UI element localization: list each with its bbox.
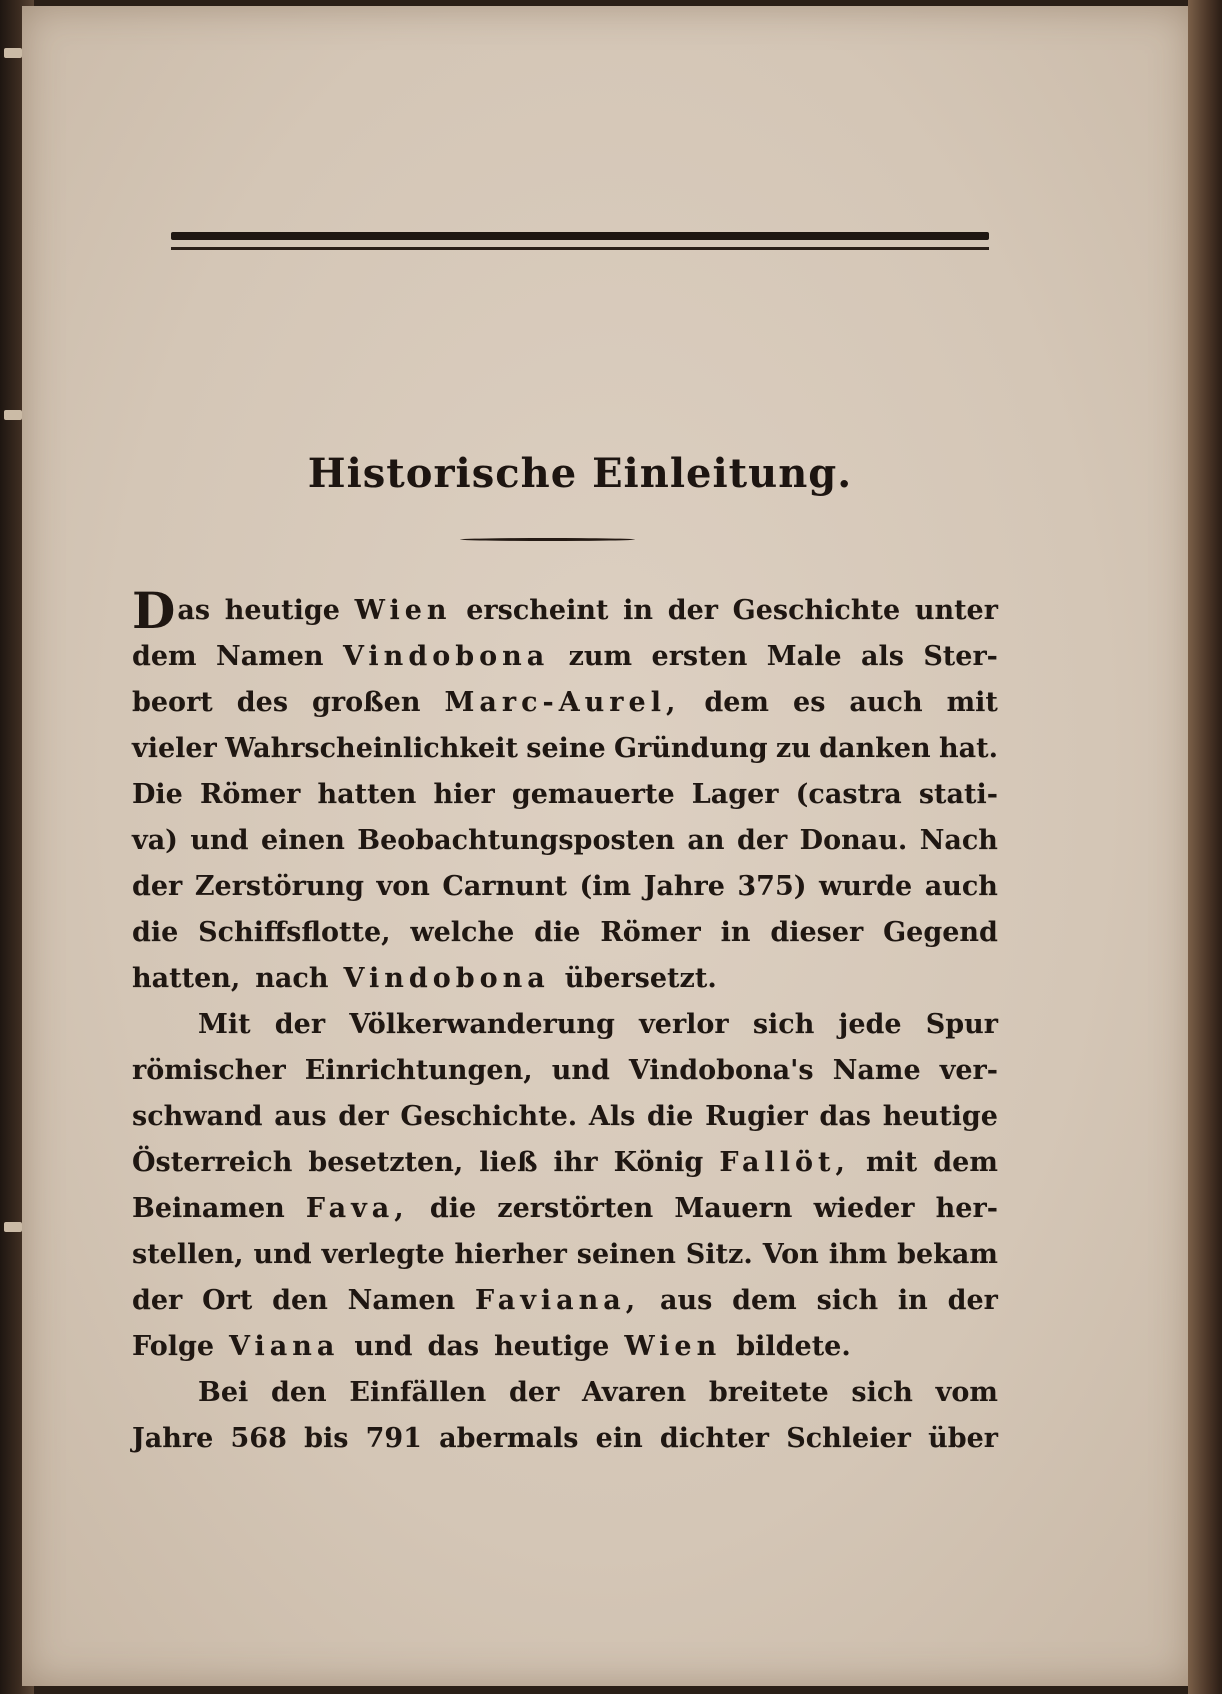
word: jede (838, 1009, 902, 1040)
text-line (132, 910, 998, 956)
text-line (132, 1370, 998, 1416)
word: Lager (691, 779, 779, 810)
word: stati- (918, 779, 998, 810)
word: abermals (439, 1423, 579, 1454)
text-line (132, 772, 998, 818)
word: heutige (494, 1331, 610, 1362)
word: großen (312, 687, 421, 718)
text-line (132, 634, 998, 680)
word: der (132, 871, 183, 902)
word: besetzten, (308, 1147, 464, 1178)
word: der (274, 1009, 326, 1040)
text-line (132, 1048, 998, 1094)
word: der (509, 1377, 560, 1408)
text-line (132, 680, 998, 726)
word: Gegend (883, 917, 998, 948)
word: sich (752, 1009, 815, 1040)
word: Folge (132, 1331, 215, 1362)
word: Avaren (582, 1377, 687, 1408)
word: von (376, 871, 430, 902)
word: hierher (454, 1239, 567, 1270)
word: Römer (199, 779, 301, 810)
word: va) (132, 825, 178, 856)
word: zum (568, 641, 633, 672)
word: bildete. (736, 1331, 851, 1362)
word: Faviana, (475, 1285, 641, 1316)
word: Marc-Aurel, (444, 687, 681, 718)
word: Jahre (643, 871, 725, 902)
word: und (253, 1239, 312, 1270)
word: den (270, 1377, 327, 1408)
word: hat. (938, 733, 998, 764)
word: heutige (882, 1101, 998, 1132)
word: dem (732, 1285, 797, 1316)
word: Ster- (923, 641, 998, 672)
word: seinen (576, 1239, 676, 1270)
word: bekam (897, 1239, 998, 1270)
word: der (132, 1285, 183, 1316)
word: Mauern (674, 1193, 793, 1224)
text-line (132, 1324, 998, 1370)
word: dem (132, 641, 197, 672)
word: Vindobona's (628, 1055, 814, 1086)
text-line (132, 1278, 998, 1324)
word: als (860, 641, 904, 672)
word: Jahre (132, 1423, 214, 1454)
body-text (132, 581, 998, 1462)
word: Als (588, 1101, 636, 1132)
word: der (338, 1101, 389, 1132)
word: schwand (132, 1101, 263, 1132)
word: (castra (795, 779, 902, 810)
word: Zerstörung (194, 871, 364, 902)
word: Spur (925, 1009, 998, 1040)
word: Donau. (799, 825, 908, 856)
text-line (132, 1140, 998, 1186)
word: Wien (354, 595, 452, 626)
word: Gründung (614, 733, 768, 764)
word: hatten, (132, 963, 241, 994)
word: seine (526, 733, 606, 764)
word: welche (410, 917, 515, 948)
word: unter (914, 595, 998, 626)
text-line (132, 818, 998, 864)
word: die (647, 1101, 694, 1132)
word: und (190, 825, 249, 856)
binding-thread (4, 48, 22, 58)
word: 791 (365, 1423, 422, 1454)
text-line (132, 1232, 998, 1278)
word: einen (260, 825, 345, 856)
word: ersten (651, 641, 748, 672)
word: (im (579, 871, 632, 902)
word: Geschichte. (400, 1101, 578, 1132)
word: wurde (819, 871, 913, 902)
word: Von (762, 1239, 819, 1270)
word: ließ (479, 1147, 538, 1178)
word: den (272, 1285, 328, 1316)
word: Mit (198, 1009, 251, 1040)
word: sich (816, 1285, 879, 1316)
word: an (687, 825, 725, 856)
word: mit (946, 687, 998, 718)
word: dem (704, 687, 770, 718)
word: die (132, 917, 179, 948)
word: in (897, 1285, 928, 1316)
word: wieder (813, 1193, 915, 1224)
word: Male (766, 641, 842, 672)
word: heutige (224, 595, 340, 626)
word: die (534, 917, 581, 948)
word: verlegte (321, 1239, 445, 1270)
word: Fallöt, (719, 1147, 850, 1178)
word: Rugier (705, 1101, 808, 1132)
word: der (947, 1285, 998, 1316)
word: aus (659, 1285, 713, 1316)
word: sich (851, 1377, 913, 1408)
word: Einrichtungen, (304, 1055, 533, 1086)
word: her- (935, 1193, 998, 1224)
word: beort (132, 687, 213, 718)
word: Wien (624, 1331, 722, 1362)
word: hier (433, 779, 495, 810)
word: Die (132, 779, 183, 810)
word: Ort (202, 1285, 253, 1316)
word: nach (255, 963, 329, 994)
word: des (236, 687, 289, 718)
text-line (132, 726, 998, 772)
word: Bei (198, 1377, 249, 1408)
word: die (429, 1193, 477, 1224)
text-line (132, 956, 998, 1002)
word: gemauerte (511, 779, 675, 810)
word: danken (819, 733, 931, 764)
word: Völkerwanderung (349, 1009, 615, 1040)
binding-thread (4, 410, 22, 420)
word: Viana (229, 1331, 340, 1362)
word: das (819, 1101, 871, 1132)
word: der (667, 595, 718, 626)
word: Namen (347, 1285, 456, 1316)
word: ihm (828, 1239, 888, 1270)
word: Schleier (786, 1423, 911, 1454)
drop-cap: D (132, 581, 176, 640)
word: über (928, 1423, 998, 1454)
word: 568 (230, 1423, 287, 1454)
word: ein (595, 1423, 643, 1454)
word: mit (865, 1147, 918, 1178)
word: bis (304, 1423, 349, 1454)
word: Beobachtungsposten (357, 825, 675, 856)
top-rule-thin (171, 247, 989, 250)
text-line (132, 1094, 998, 1140)
word: Österreich (132, 1147, 293, 1178)
word: ihr (553, 1147, 598, 1178)
title-divider (460, 538, 635, 541)
text-line (132, 864, 998, 910)
word: Vindobona (343, 963, 550, 994)
word: vom (935, 1377, 998, 1408)
text-line (132, 1002, 998, 1048)
word: König (613, 1147, 704, 1178)
word: verlor (639, 1009, 729, 1040)
word: erscheint (466, 595, 609, 626)
page-fore-edge (1188, 0, 1222, 1694)
word: Nach (919, 825, 998, 856)
word: auch (849, 687, 923, 718)
word: Einfällen (349, 1377, 487, 1408)
word: Namen (216, 641, 324, 672)
word: Fava, (305, 1193, 409, 1224)
word: übersetzt. (564, 963, 717, 994)
word: Wahrscheinlichkeit (225, 733, 518, 764)
word: Römer (600, 917, 701, 948)
word: in (720, 917, 751, 948)
word: dieser (770, 917, 864, 948)
word: 375) (737, 871, 807, 902)
drop-cap-rest: as (177, 595, 211, 626)
word: es (793, 687, 826, 718)
word: Vindobona (342, 641, 550, 672)
word: breitete (708, 1377, 829, 1408)
top-rule (171, 232, 989, 240)
word: hatten (317, 779, 417, 810)
word: zerstörten (497, 1193, 654, 1224)
text-line (132, 581, 998, 640)
text-line (132, 1416, 998, 1462)
word: Beinamen (132, 1193, 285, 1224)
word: auch (924, 871, 998, 902)
word: dem (933, 1147, 998, 1178)
word: Name (832, 1055, 921, 1086)
word: Schiffsflotte, (198, 917, 391, 948)
word: in (623, 595, 654, 626)
word: dichter (659, 1423, 770, 1454)
text-line (132, 1186, 998, 1232)
word (132, 581, 211, 640)
word: und (551, 1055, 610, 1086)
chapter-title: Historische Einleitung. (307, 450, 853, 497)
word: ver- (939, 1055, 998, 1086)
binding-thread (4, 1222, 22, 1232)
word: Geschichte (732, 595, 901, 626)
word: Sitz. (685, 1239, 753, 1270)
word: vieler (132, 733, 217, 764)
word: aus (274, 1101, 327, 1132)
word: und (354, 1331, 413, 1362)
word: stellen, (132, 1239, 244, 1270)
word: das (427, 1331, 480, 1362)
word: römischer (132, 1055, 286, 1086)
word: Carnunt (442, 871, 567, 902)
word: zu (775, 733, 811, 764)
word: der (736, 825, 788, 856)
